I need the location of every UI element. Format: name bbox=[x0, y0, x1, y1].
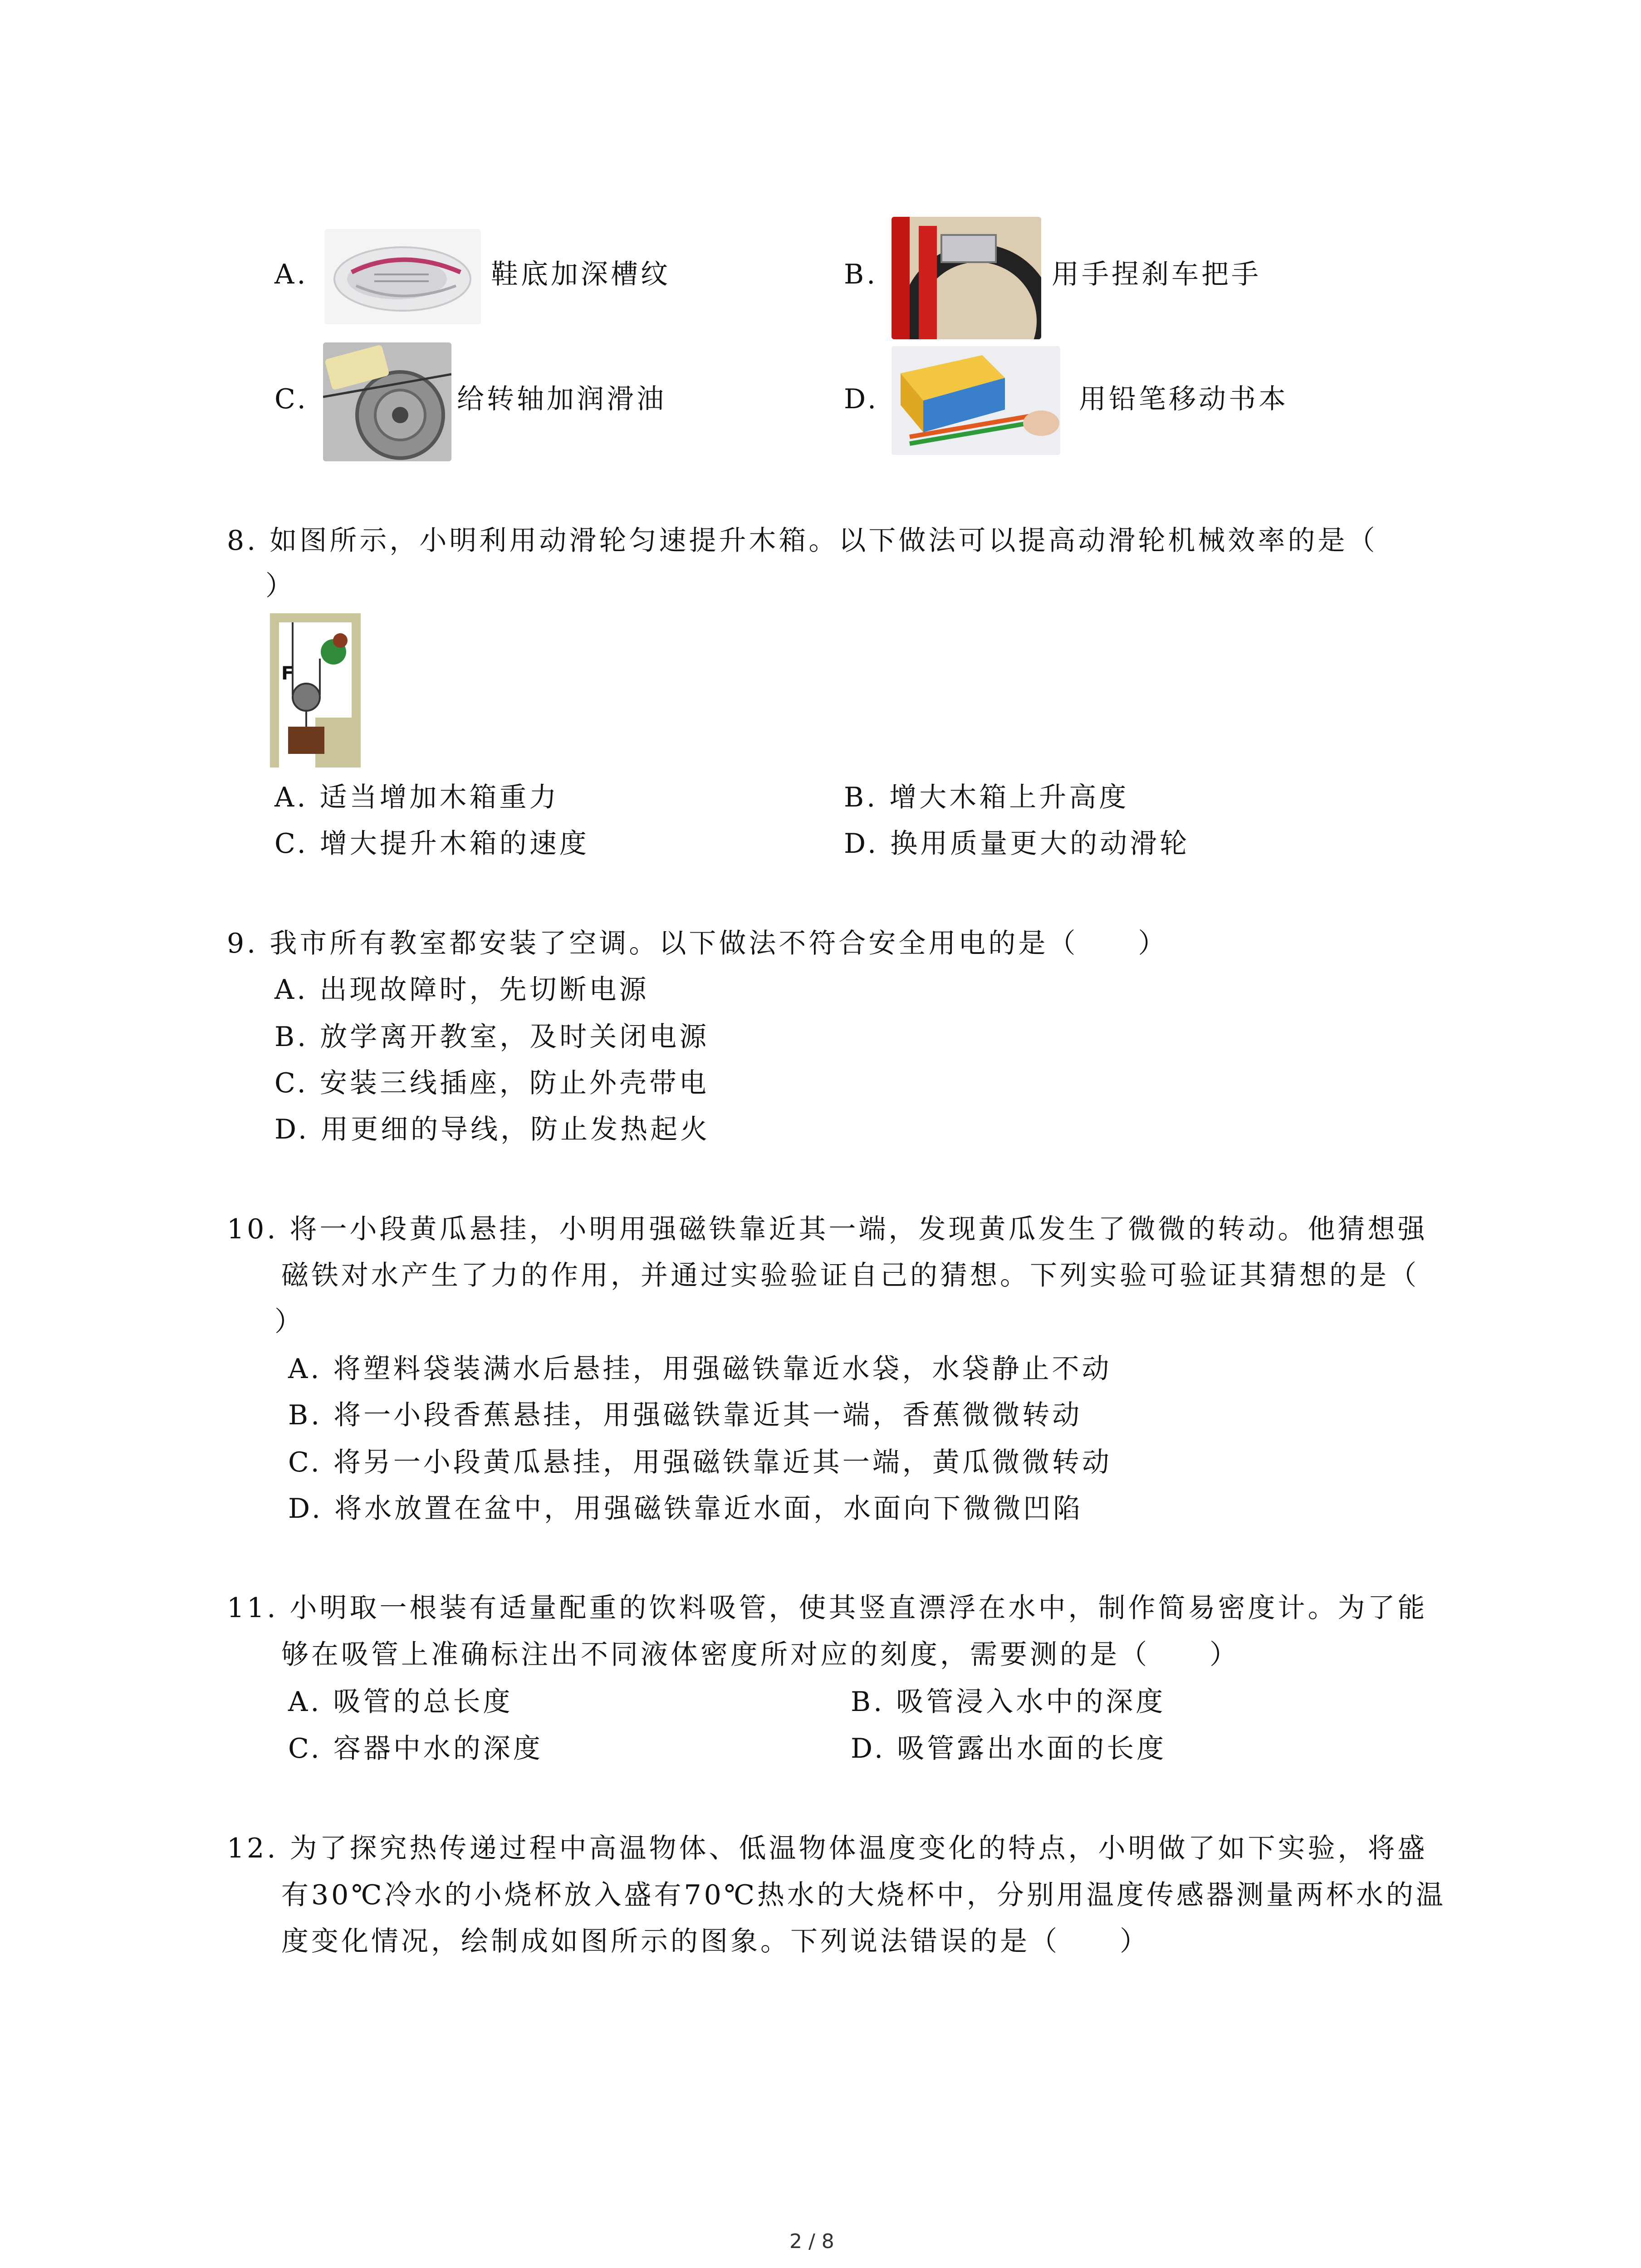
q8-option-d: D. 换用质量更大的动滑轮 bbox=[844, 828, 1190, 860]
q7-option-b-letter: B. bbox=[844, 259, 878, 290]
q11-option-c: C. 容器中水的深度 bbox=[288, 1733, 543, 1765]
q9-option-d: D. 用更细的导线，防止发热起火 bbox=[274, 1114, 710, 1145]
q12-stem-line1: 12. 为了探究热传递过程中高温物体、低温物体温度变化的特点，小明做了如下实验，将盛 bbox=[227, 1833, 1428, 1864]
q8-stem-line1: 8. 如图所示，小明利用动滑轮匀速提升木箱。以下做法可以提高动滑轮机械效率的是（ bbox=[227, 525, 1378, 557]
q9-option-b: B. 放学离开教室，及时关闭电源 bbox=[274, 1021, 710, 1053]
q10-option-b: B. 将一小段香蕉悬挂，用强磁铁靠近其一端，香蕉微微转动 bbox=[288, 1399, 1083, 1431]
q8-option-c: C. 增大提升木箱的速度 bbox=[274, 828, 589, 860]
q7-option-c-text: 给转轴加润滑油 bbox=[457, 383, 666, 415]
q7-option-b-text: 用手捏刹车把手 bbox=[1052, 259, 1261, 290]
q11-stem-line1: 11. 小明取一根装有适量配重的饮料吸管，使其竖直漂浮在水中，制作简易密度计。为了能 bbox=[227, 1592, 1428, 1624]
q8-option-a: A. 适当增加木箱重力 bbox=[274, 782, 559, 813]
q10-option-d: D. 将水放置在盆中，用强磁铁靠近水面，水面向下微微凹陷 bbox=[288, 1493, 1083, 1525]
q11-option-b: B. 吸管浸入水中的深度 bbox=[851, 1686, 1166, 1718]
q10-stem-line2: 磁铁对水产生了力的作用，并通过实验验证自己的猜想。下列实验可验证其猜想的是（ bbox=[281, 1260, 1419, 1291]
q10-option-a: A. 将塑料袋装满水后悬挂，用强磁铁靠近水袋，水袋静止不动 bbox=[288, 1353, 1112, 1385]
q10-stem-line1: 10. 将一小段黄瓜悬挂，小明用强磁铁靠近其一端，发现黄瓜发生了微微的转动。他猜想强 bbox=[227, 1213, 1428, 1245]
q9-option-c: C. 安装三线插座，防止外壳带电 bbox=[274, 1067, 709, 1099]
q7-option-d-letter: D. bbox=[844, 383, 879, 415]
q7-option-c-letter: C. bbox=[274, 383, 309, 415]
q9-option-a: A. 出现故障时，先切断电源 bbox=[274, 974, 649, 1006]
q10-option-c: C. 将另一小段黄瓜悬挂，用强磁铁靠近其一端，黄瓜微微转动 bbox=[288, 1447, 1112, 1478]
shoe-sole-image bbox=[324, 229, 481, 324]
q9-stem: 9. 我市所有教室都安装了空调。以下做法不符合安全用电的是（ ） bbox=[227, 928, 1168, 959]
pulley-figure bbox=[270, 613, 361, 767]
q11-option-d: D. 吸管露出水面的长度 bbox=[851, 1733, 1167, 1765]
bike-brake-image bbox=[892, 217, 1041, 339]
q11-option-a: A. 吸管的总长度 bbox=[288, 1686, 513, 1718]
q11-stem-line2: 够在吸管上准确标注出不同液体密度所对应的刻度，需要测的是（ ） bbox=[281, 1639, 1239, 1671]
q12-stem-line3: 度变化情况，绘制成如图所示的图象。下列说法错误的是（ ） bbox=[281, 1926, 1150, 1957]
q7-option-d-text: 用铅笔移动书本 bbox=[1079, 383, 1288, 415]
gear-oil-image bbox=[323, 342, 451, 461]
pencil-book-image bbox=[892, 346, 1060, 455]
pulley-force-label: F bbox=[281, 663, 294, 684]
q12-stem-line2: 有30℃冷水的小烧杯放入盛有70℃热水的大烧杯中，分别用温度传感器测量两杯水的温 bbox=[281, 1879, 1446, 1911]
q7-option-a-letter: A. bbox=[274, 259, 309, 290]
page-number: 2 / 8 bbox=[789, 2230, 834, 2253]
q8-option-b: B. 增大木箱上升高度 bbox=[844, 782, 1129, 813]
q8-stem-line2: ） bbox=[265, 570, 295, 602]
q7-option-a-text: 鞋底加深槽纹 bbox=[491, 259, 671, 290]
q10-stem-line3: ） bbox=[274, 1306, 304, 1338]
